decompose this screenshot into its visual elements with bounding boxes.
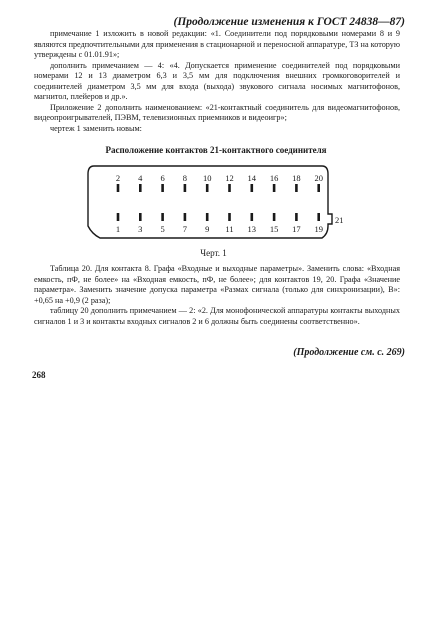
- paragraph: Таблица 20. Для контакта 8. Графа «Входные и выходные параметры». Заменить слова: «Входная емкость, пФ, не более» на «Входная емкость, пФ, не более»; для контактов 19, 20. Графа «Значение параметра». Заменить значение допуска параметра «Размах сигнала (только для синхронизации), В»: +0,65 на +0,9 (2 раза);: [34, 264, 400, 305]
- pin-label-9: 9: [205, 224, 210, 234]
- pin-label-11: 11: [225, 224, 234, 234]
- pin-15: [273, 213, 276, 221]
- pin-label-15: 15: [269, 224, 279, 234]
- page-number: 268: [32, 370, 46, 380]
- pin-8: [184, 184, 187, 192]
- pin-19: [317, 213, 320, 221]
- pin-9: [206, 213, 209, 221]
- pin-5: [161, 213, 164, 221]
- pin-label-21: 21: [335, 215, 344, 225]
- pin-4: [139, 184, 142, 192]
- connector-diagram: [84, 160, 354, 246]
- pin-label-8: 8: [182, 173, 188, 183]
- pin-label-12: 12: [225, 173, 234, 183]
- paragraph: дополнить примечанием — 4: «4. Допускается применение соединителей под порядковыми номерами 12 и 13 диаметром 6,3 и 3,5 мм для подключения внешних громкоговорителей и соединителей диаметром 3,5 мм для входа (выхода) звукового сигнала носимых магнитофонов, магнитол, плейеров и др.».: [34, 60, 400, 101]
- pin-label-20: 20: [314, 173, 323, 183]
- pin-14: [251, 184, 254, 192]
- pin-12: [228, 184, 231, 192]
- pin-3: [139, 213, 142, 221]
- figure-label: Черт. 1: [200, 248, 227, 258]
- body-text-upper: [34, 29, 400, 134]
- pin-label-7: 7: [182, 224, 188, 234]
- pin-1: [117, 213, 120, 221]
- paragraph: таблицу 20 дополнить примечанием — 2: «2. Для монофонической аппаратуры контакты выходных сигналов 1 и 3 и контакты входных сигналов 2 и 6 должны быть соединены соответственно».: [34, 306, 400, 326]
- pin-13: [251, 213, 254, 221]
- pin-16: [273, 184, 276, 192]
- pin-label-19: 19: [314, 224, 323, 234]
- pin-label-5: 5: [160, 224, 165, 234]
- pin-18: [295, 184, 298, 192]
- body-text-lower: [34, 264, 400, 327]
- pin-20: [317, 184, 320, 192]
- pin-10: [206, 184, 209, 192]
- pin-label-3: 3: [138, 224, 143, 234]
- pin-label-10: 10: [202, 173, 212, 183]
- pin-label-16: 16: [269, 173, 279, 183]
- pin-label-2: 2: [115, 173, 121, 183]
- pin-label-13: 13: [247, 224, 257, 234]
- page-header: (Продолжение изменения к ГОСТ 24838—87): [173, 16, 405, 28]
- pin-17: [295, 213, 298, 221]
- pin-label-18: 18: [292, 173, 301, 183]
- pin-label-1: 1: [115, 224, 121, 234]
- pin-label-17: 17: [292, 224, 301, 234]
- paragraph: примечание 1 изложить в новой редакции: «1. Соединители под порядковыми номерами 8 и 9 являются предпочтительными для применения в стационарной и переносной аппаратуре, ТЗ на которую утверждены с 01.01.91»;: [34, 29, 400, 59]
- pin-2: [117, 184, 120, 192]
- paragraph: чертеж 1 заменить новым:: [50, 123, 142, 133]
- pin-label-6: 6: [160, 173, 165, 183]
- figure-caption: Расположение контактов 21-контактного соединителя: [105, 145, 327, 155]
- pin-11: [228, 213, 231, 221]
- pin-label-14: 14: [247, 173, 257, 183]
- pin-7: [184, 213, 187, 221]
- pin-label-4: 4: [138, 173, 143, 183]
- pin-6: [161, 184, 164, 192]
- paragraph: Приложение 2 дополнить наименованием: «21-контактный соединитель для видеомагнитофонов, видеопроигрывателей, ПЭВМ, телевизионных приемников и видеоигр»;: [34, 102, 400, 122]
- continued-note: (Продолжение см. с. 269): [293, 347, 405, 358]
